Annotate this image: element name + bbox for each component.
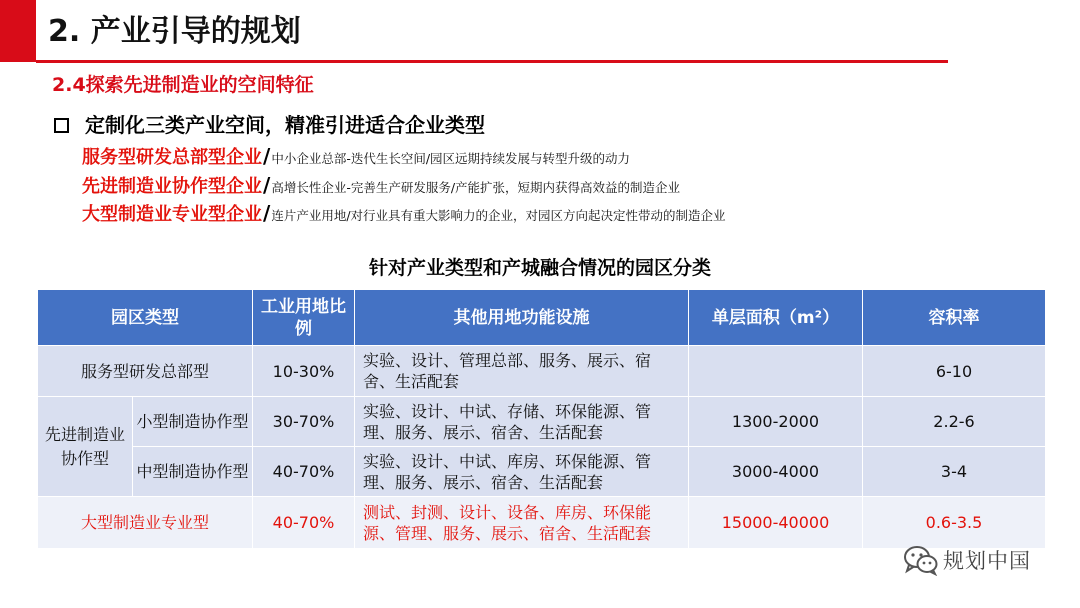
cell-floor-area: 1300-2000 [689, 397, 863, 447]
title-accent-bar [0, 0, 36, 62]
header-facilities: 其他用地功能设施 [355, 290, 689, 346]
cell-floor-area [689, 346, 863, 397]
separator-slash: / [263, 201, 271, 225]
separator-slash: / [263, 173, 271, 197]
cell-industrial-ratio: 40-70% [253, 497, 355, 549]
table-row [38, 397, 1046, 447]
cell-plot-ratio: 6-10 [863, 346, 1046, 397]
park-classification-table [37, 289, 1046, 549]
enterprise-type-desc: 高增长性企业-完善生产研发服务/产能扩张，短期内获得高效益的制造企业 [271, 180, 681, 195]
header-plot-ratio: 容积率 [863, 290, 1046, 346]
cell-park-type: 大型制造业专业型 [38, 497, 253, 549]
cell-park-group: 先进制造业协作型 [38, 397, 133, 497]
cell-facilities: 实验、设计、中试、存储、环保能源、管理、服务、展示、宿舍、生活配套 [355, 397, 689, 447]
wechat-icon [903, 544, 939, 576]
enterprise-type-name: 服务型研发总部型企业 [82, 147, 262, 168]
cell-plot-ratio: 3-4 [863, 447, 1046, 497]
cell-park-type: 服务型研发总部型 [38, 346, 253, 397]
table-row [38, 346, 1046, 397]
enterprise-type-desc: 连片产业用地/对行业具有重大影响力的企业，对园区方向起决定性带动的制造企业 [271, 208, 726, 223]
bullet-item [54, 111, 485, 139]
table-title: 针对产业类型和产城融合情况的园区分类 [368, 257, 711, 279]
enterprise-type-desc: 中小企业总部-迭代生长空间/园区远期持续发展与转型升级的动力 [271, 151, 631, 166]
cell-industrial-ratio: 40-70% [253, 447, 355, 497]
separator-slash: / [263, 144, 271, 168]
cell-park-subtype: 中型制造协作型 [133, 447, 253, 497]
header-floor-area: 单层面积（m²） [689, 290, 863, 346]
header-park-type: 园区类型 [38, 290, 253, 346]
watermark [903, 540, 1031, 580]
enterprise-type-name: 大型制造业专业型企业 [82, 204, 262, 225]
table-row-highlighted [38, 497, 1046, 549]
cell-park-subtype: 小型制造协作型 [133, 397, 253, 447]
enterprise-type-row [82, 143, 630, 169]
cell-floor-area: 15000-40000 [689, 497, 863, 549]
cell-facilities: 实验、设计、中试、库房、环保能源、管理、服务、展示、宿舍、生活配套 [355, 447, 689, 497]
cell-industrial-ratio: 10-30% [253, 346, 355, 397]
watermark-text: 规划中国 [943, 549, 1031, 573]
cell-facilities: 测试、封测、设计、设备、库房、环保能源、管理、服务、展示、宿舍、生活配套 [355, 497, 689, 549]
cell-plot-ratio: 2.2-6 [863, 397, 1046, 447]
checkbox-icon [54, 118, 69, 133]
cell-industrial-ratio: 30-70% [253, 397, 355, 447]
cell-plot-ratio: 0.6-3.5 [863, 497, 1046, 549]
cell-facilities: 实验、设计、管理总部、服务、展示、宿舍、生活配套 [355, 346, 689, 397]
cell-floor-area: 3000-4000 [689, 447, 863, 497]
enterprise-type-row [82, 200, 726, 226]
bullet-text: 定制化三类产业空间，精准引进适合企业类型 [85, 113, 485, 137]
enterprise-type-name: 先进制造业协作型企业 [82, 176, 262, 197]
title-underline [36, 60, 948, 63]
section-subtitle: 2.4探索先进制造业的空间特征 [52, 74, 314, 96]
header-industrial-ratio: 工业用地比例 [253, 290, 355, 346]
enterprise-type-row [82, 172, 680, 198]
table-header-row [38, 290, 1046, 346]
page-title: 2. 产业引导的规划 [48, 14, 301, 49]
table-row [38, 447, 1046, 497]
